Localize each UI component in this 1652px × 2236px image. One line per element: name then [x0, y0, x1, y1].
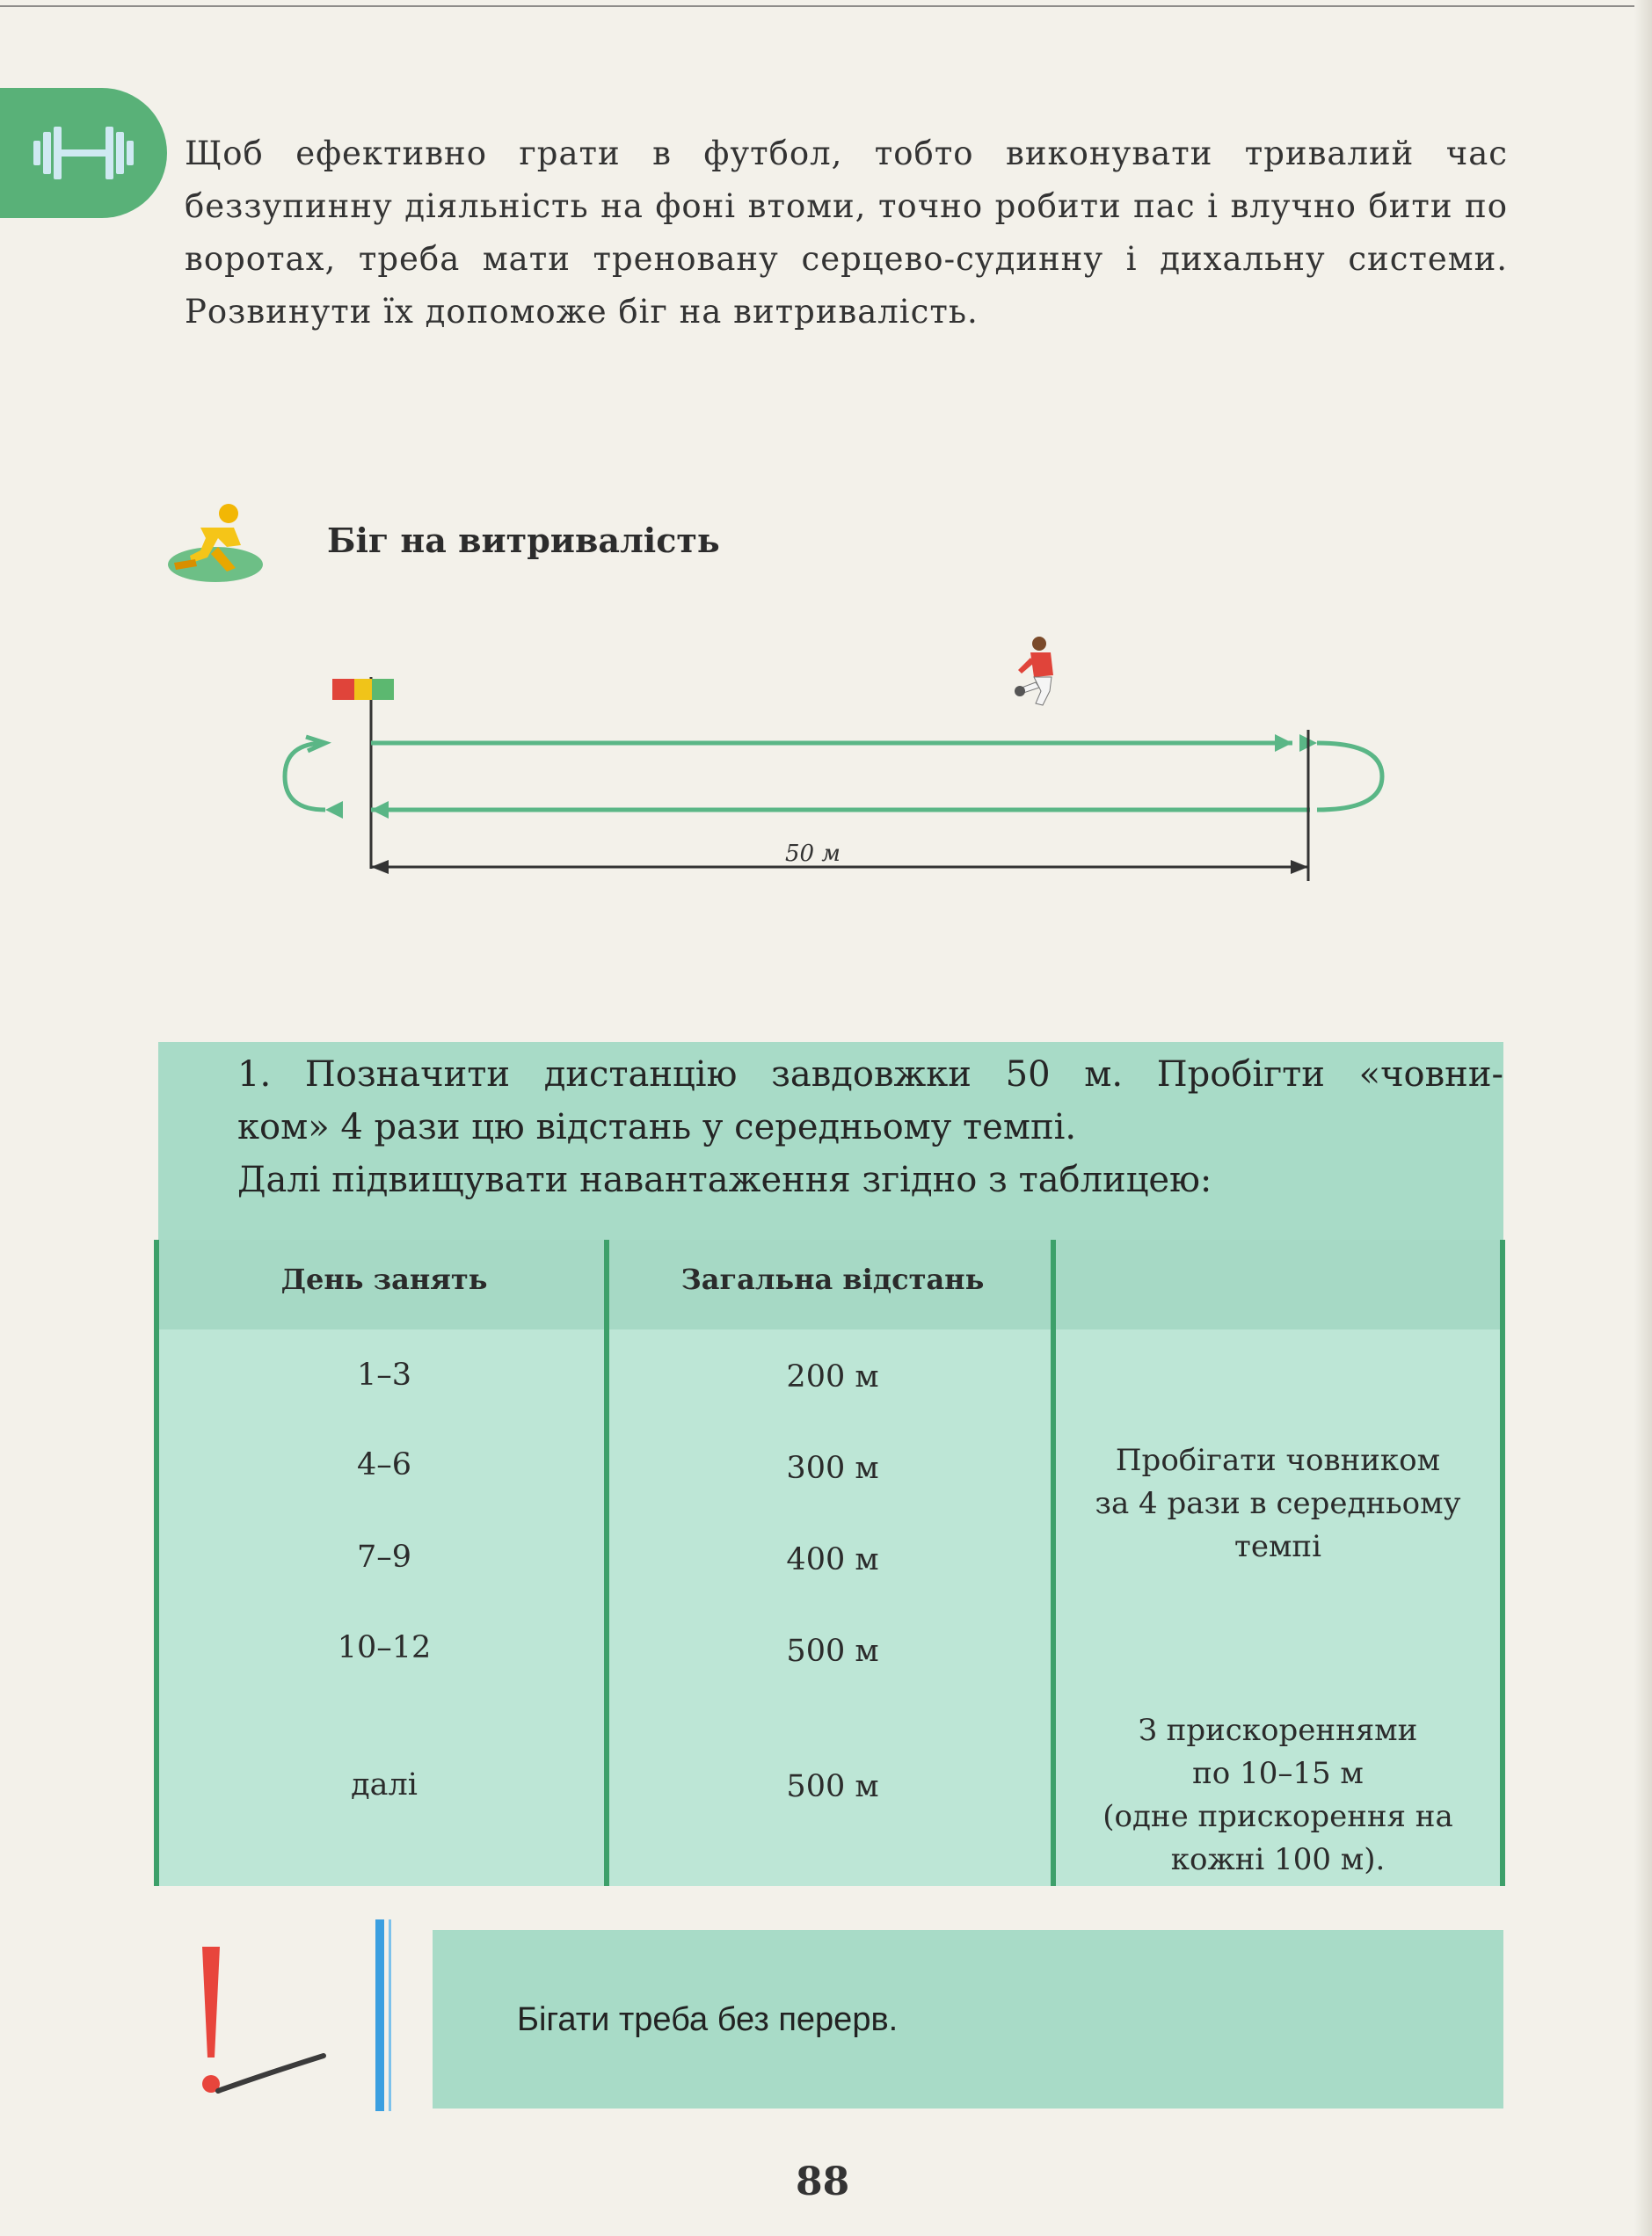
task-line-3: Далі підвищувати навантаження згідно з таблицею: — [237, 1160, 1212, 1200]
task-line-1: 1. Позначити дистанцію завдовжки 50 м. Пробігти «човни- — [237, 1054, 1503, 1095]
cell-day: 4–6 — [356, 1447, 412, 1482]
page-number: 88 — [796, 2160, 850, 2204]
warning-accent-bar — [389, 1919, 391, 2111]
cell-distance: 200 м — [786, 1359, 879, 1395]
cell-distance: 500 м — [786, 1634, 879, 1669]
football-player-icon — [1015, 637, 1053, 705]
cell-day: 1–3 — [356, 1358, 412, 1393]
section-title: Біг на витривалість — [327, 521, 720, 560]
flag-icon — [332, 677, 394, 869]
cell-distance: 400 м — [786, 1542, 879, 1577]
task-text — [237, 1048, 1503, 1206]
note-shuttle-line: за 4 рази в середньому — [1095, 1486, 1461, 1521]
runner-icon — [165, 501, 266, 585]
note-acceleration-cell — [1056, 1709, 1500, 1882]
task-line-2: ком» 4 рази цю відстань у середньому темпі. — [237, 1107, 1077, 1147]
cell-distance: 500 м — [786, 1769, 879, 1804]
exclamation-icon — [183, 1943, 332, 2110]
note-accel-line: З прискореннями — [1138, 1713, 1418, 1748]
page-top-rule — [0, 5, 1652, 7]
warning-text: Бігати треба без перерв. — [517, 2001, 899, 2038]
table-border — [1500, 1240, 1505, 1886]
page-edge-shadow — [1634, 0, 1652, 2236]
intro-paragraph: Щоб ефективно грати в футбол, тобто виконувати тривалий час беззупинну діяльність на фоні втоми, точно робити пас і влучно бити по воротах, треба мати треновану серцево-судинну і дихальну системи. Розвинути їх допоможе біг на витривалість. — [185, 135, 1508, 331]
column-header-day: День занять — [280, 1263, 488, 1296]
warning-accent-bar — [375, 1919, 384, 2111]
distance-label: 50 м — [785, 841, 841, 867]
note-accel-line: кожні 100 м). — [1170, 1842, 1386, 1877]
note-accel-line: по 10–15 м — [1192, 1756, 1364, 1791]
note-shuttle-line: Пробігати човником — [1115, 1443, 1441, 1478]
cell-day: 7–9 — [356, 1540, 412, 1575]
note-shuttle-line: темпі — [1234, 1529, 1321, 1564]
chapter-tab-badge — [0, 88, 167, 218]
dumbbell-icon — [26, 121, 141, 185]
note-accel-line: (одне прискорення на — [1103, 1799, 1453, 1834]
cell-day: далі — [351, 1767, 418, 1803]
cell-distance: 300 м — [786, 1451, 879, 1486]
column-header-distance: Загальна відстань — [680, 1263, 985, 1296]
note-shuttle-cell — [1056, 1439, 1500, 1569]
cell-day: 10–12 — [337, 1630, 432, 1665]
